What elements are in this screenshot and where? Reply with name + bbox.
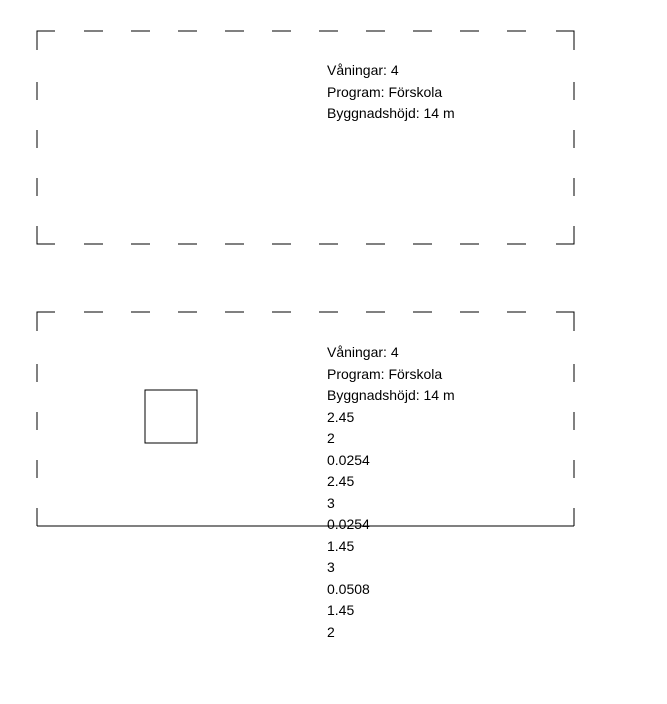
building-box-2: [37, 312, 574, 526]
box-2-program-label: Program: Förskola: [327, 365, 443, 382]
box-2-value: 2: [327, 430, 335, 446]
box-1-corner-top-right: [556, 31, 574, 50]
box-2-value: 2: [327, 623, 335, 640]
box-2-corner-top-left: [37, 312, 55, 331]
box-2-value: 1.45: [327, 537, 355, 554]
box-1-corner-bottom-right: [556, 226, 574, 244]
box-2-value: 0.0254: [327, 516, 370, 532]
box-2-label-block: [327, 342, 455, 643]
box-1-corner-bottom-left: [37, 226, 55, 244]
box-2-value: 2.45: [327, 473, 355, 489]
box-2-corner-top-right: [556, 312, 574, 331]
box-2-value: 0.0254: [327, 451, 370, 468]
box-2-value: 3: [327, 494, 335, 511]
box-1-label-block: [327, 60, 455, 125]
box-2-value: 3: [327, 559, 335, 575]
box-2-small-square: [145, 390, 197, 443]
box-2-value: 0.0508: [327, 580, 370, 597]
box-1-height-label: Byggnadshöjd: 14 m: [327, 105, 455, 121]
box-1-program-label: Program: Förskola: [327, 83, 443, 100]
box-1-floors-label: Våningar: 4: [327, 62, 399, 78]
box-2-value: 1.45: [327, 602, 355, 618]
box-1-corner-top-left: [37, 31, 55, 50]
building-box-1: [37, 31, 574, 244]
box-2-height-label: Byggnadshöjd: 14 m: [327, 387, 455, 403]
box-2-floors-label: Våningar: 4: [327, 344, 399, 360]
box-2-value: 2.45: [327, 408, 355, 425]
